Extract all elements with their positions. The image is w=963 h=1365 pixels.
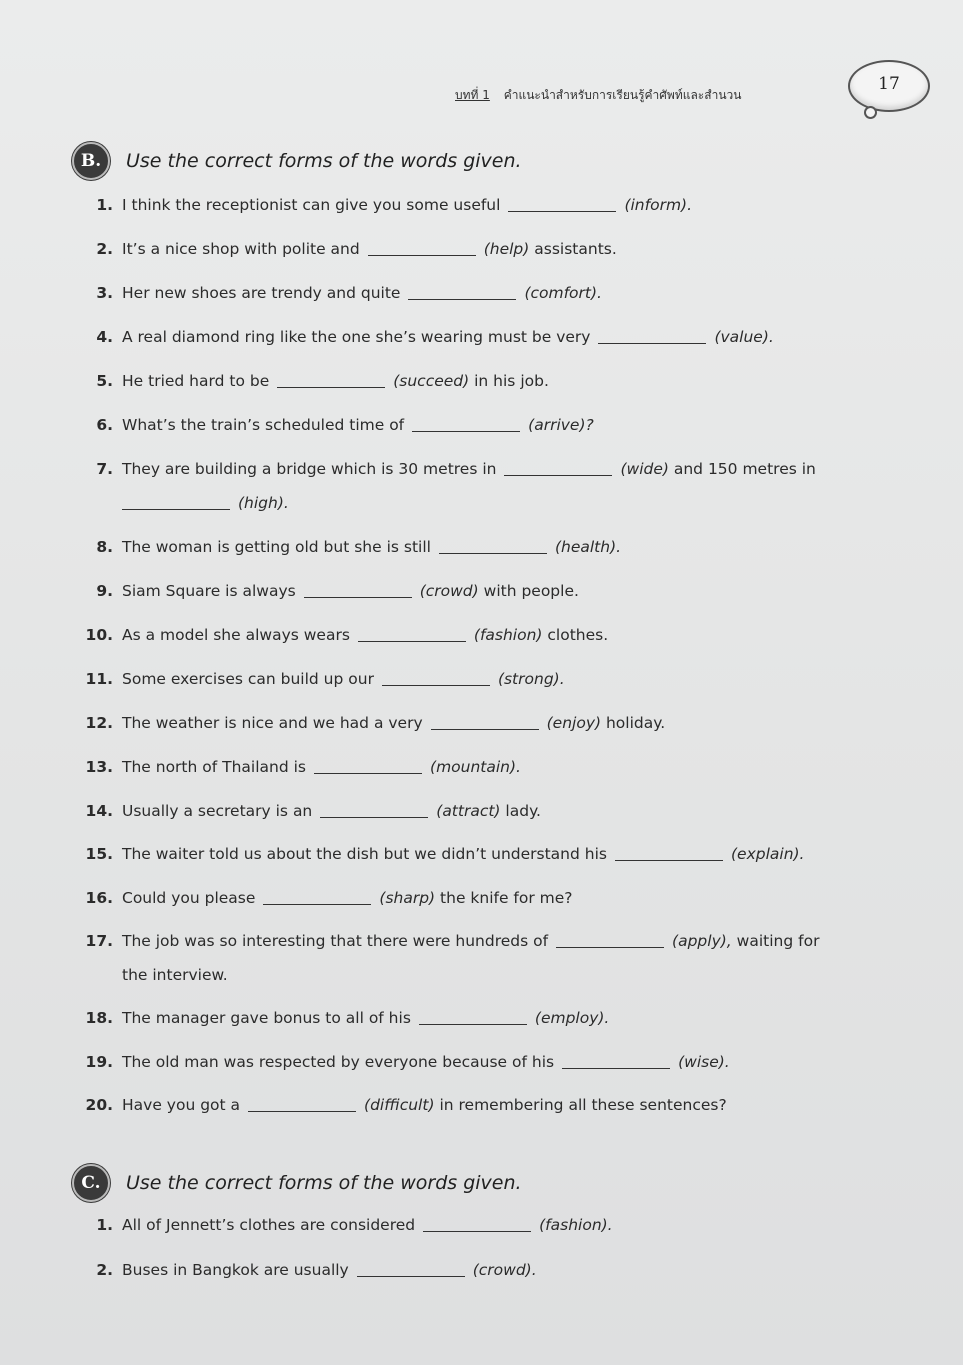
question-number: 14. [85,802,113,820]
question-text: Buses in Bangkok are usually [122,1261,349,1279]
word-hint: (succeed) [393,372,470,390]
answer-blank[interactable] [562,1067,670,1069]
question-number: 8. [96,538,113,556]
question-item [78,837,878,871]
word-hint: (wide) [620,460,669,478]
question-number: 19. [85,1053,113,1071]
chapter-label: บทที่ 1 [455,88,490,102]
question-item [78,276,878,310]
section-b-title: Use the correct forms of the words given. [126,150,522,172]
answer-blank[interactable] [504,474,612,476]
question-text-after: assistants. [534,240,617,258]
question-number: 11. [85,670,113,688]
question-item [78,452,878,520]
question-item [78,706,878,740]
question-item [78,1208,878,1242]
question-text-after: clothes. [547,626,609,644]
question-number: 10. [85,626,113,644]
word-hint: (apply), [672,932,732,950]
page-number-bubble [848,60,930,112]
answer-blank[interactable] [248,1110,356,1112]
question-text: The manager gave bonus to all of his [122,1009,411,1027]
question-text-after: waiting for [736,932,820,950]
question-item [78,530,878,564]
question-number: 18. [85,1009,113,1027]
section-c-title: Use the correct forms of the words given. [126,1172,522,1194]
question-item [78,1001,878,1035]
page-number: 17 [878,74,900,94]
answer-blank[interactable] [277,386,385,388]
question-text-after: lady. [505,802,541,820]
question-number: 4. [96,328,113,346]
question-item [78,574,878,608]
question-number: 1. [96,196,113,214]
question-item [78,320,878,354]
answer-blank[interactable] [122,508,230,510]
question-number: 3. [96,284,113,302]
answer-blank[interactable] [439,552,547,554]
question-item [78,794,878,828]
answer-blank[interactable] [412,430,520,432]
question-item [78,408,878,442]
question-item [78,750,878,784]
question-item [78,1253,878,1287]
question-number: 5. [96,372,113,390]
question-item [78,1088,878,1122]
word-hint: (comfort). [524,284,602,302]
question-item [78,881,878,915]
word-hint: (difficult) [364,1096,435,1114]
answer-blank[interactable] [320,816,428,818]
question-text-after: holiday. [605,714,666,732]
section-b-badge: B. [72,142,110,180]
question-text-after: and 150 metres in [673,460,816,478]
question-text-after: in remembering all these sentences? [439,1096,727,1114]
answer-blank[interactable] [615,859,723,861]
question-text: What’s the train’s scheduled time of [122,416,405,434]
question-text: The waiter told us about the dish but we didn’t understand his [122,845,607,863]
question-text: The old man was respected by everyone because of his [122,1053,555,1071]
answer-blank[interactable] [556,946,664,948]
question-text: Could you please [122,889,256,907]
answer-blank[interactable] [423,1230,531,1232]
question-text: He tried hard to be [122,372,270,390]
question-text-after: the knife for me? [440,889,573,907]
question-continuation [78,486,878,520]
word-hint: (sharp) [379,889,436,907]
word-hint: (mountain). [430,758,521,776]
question-text: As a model she always wears [122,626,350,644]
answer-blank[interactable] [263,903,371,905]
question-number: 15. [85,845,113,863]
question-number: 20. [85,1096,113,1114]
word-hint: (strong). [497,670,565,688]
question-text-after: in his job. [474,372,549,390]
question-text: A real diamond ring like the one she’s wearing must be very [122,328,591,346]
page-header [455,86,741,105]
question-text: The woman is getting old but she is still [122,538,431,556]
word-hint: (health). [554,538,622,556]
question-text: The weather is nice and we had a very [122,714,423,732]
word-hint: (value). [714,328,774,346]
question-number: 6. [96,416,113,434]
question-number: 7. [96,460,113,478]
question-text: They are building a bridge which is 30 metres in [122,460,497,478]
word-hint: (crowd). [472,1261,537,1279]
answer-blank[interactable] [304,596,412,598]
question-item [78,662,878,696]
word-hint: (fashion) [473,626,543,644]
answer-blank[interactable] [408,298,516,300]
chapter-title: คำแนะนำสำหรับการเรียนรู้คำศัพท์และสำนวน [503,88,742,102]
answer-blank[interactable] [358,640,466,642]
answer-blank[interactable] [598,342,706,344]
word-hint: (help) [483,240,530,258]
question-item [78,364,878,398]
question-text-after: with people. [483,582,579,600]
answer-blank[interactable] [508,210,616,212]
question-number: 13. [85,758,113,776]
question-number: 12. [85,714,113,732]
word-hint: (crowd) [419,582,479,600]
word-hint: (enjoy) [546,714,602,732]
question-item [78,618,878,652]
question-number: 1. [96,1216,113,1234]
question-text: Some exercises can build up our [122,670,374,688]
answer-blank[interactable] [382,684,490,686]
answer-blank[interactable] [314,772,422,774]
question-text: The north of Thailand is [122,758,307,776]
answer-blank[interactable] [368,254,476,256]
word-hint: (wise). [678,1053,730,1071]
word-hint: (attract) [436,802,501,820]
question-number: 17. [85,932,113,950]
word-hint: (employ). [534,1009,610,1027]
question-number: 2. [96,1261,113,1279]
word-hint: (arrive)? [528,416,594,434]
section-c-heading [72,1164,522,1202]
question-text: I think the receptionist can give you some useful [122,196,501,214]
word-hint: (inform). [624,196,693,214]
question-text: Siam Square is always [122,582,296,600]
question-item [78,232,878,266]
question-item [78,924,878,992]
answer-blank[interactable] [419,1023,527,1025]
question-item [78,188,878,222]
question-text: Have you got a [122,1096,241,1114]
section-c-badge: C. [72,1164,110,1202]
word-hint: (fashion). [539,1216,613,1234]
word-hint: (explain). [730,845,805,863]
word-hint: (high). [238,494,289,512]
question-number: 9. [96,582,113,600]
answer-blank[interactable] [357,1275,465,1277]
question-text: It’s a nice shop with polite and [122,240,360,258]
question-text: Her new shoes are trendy and quite [122,284,401,302]
question-number: 2. [96,240,113,258]
question-continuation: the interview. [122,966,228,984]
question-text: The job was so interesting that there were hundreds of [122,932,549,950]
question-item [78,1045,878,1079]
question-text: All of Jennett’s clothes are considered [122,1216,416,1234]
answer-blank[interactable] [431,728,539,730]
section-b-heading [72,142,522,180]
question-number: 16. [85,889,113,907]
question-text: Usually a secretary is an [122,802,313,820]
